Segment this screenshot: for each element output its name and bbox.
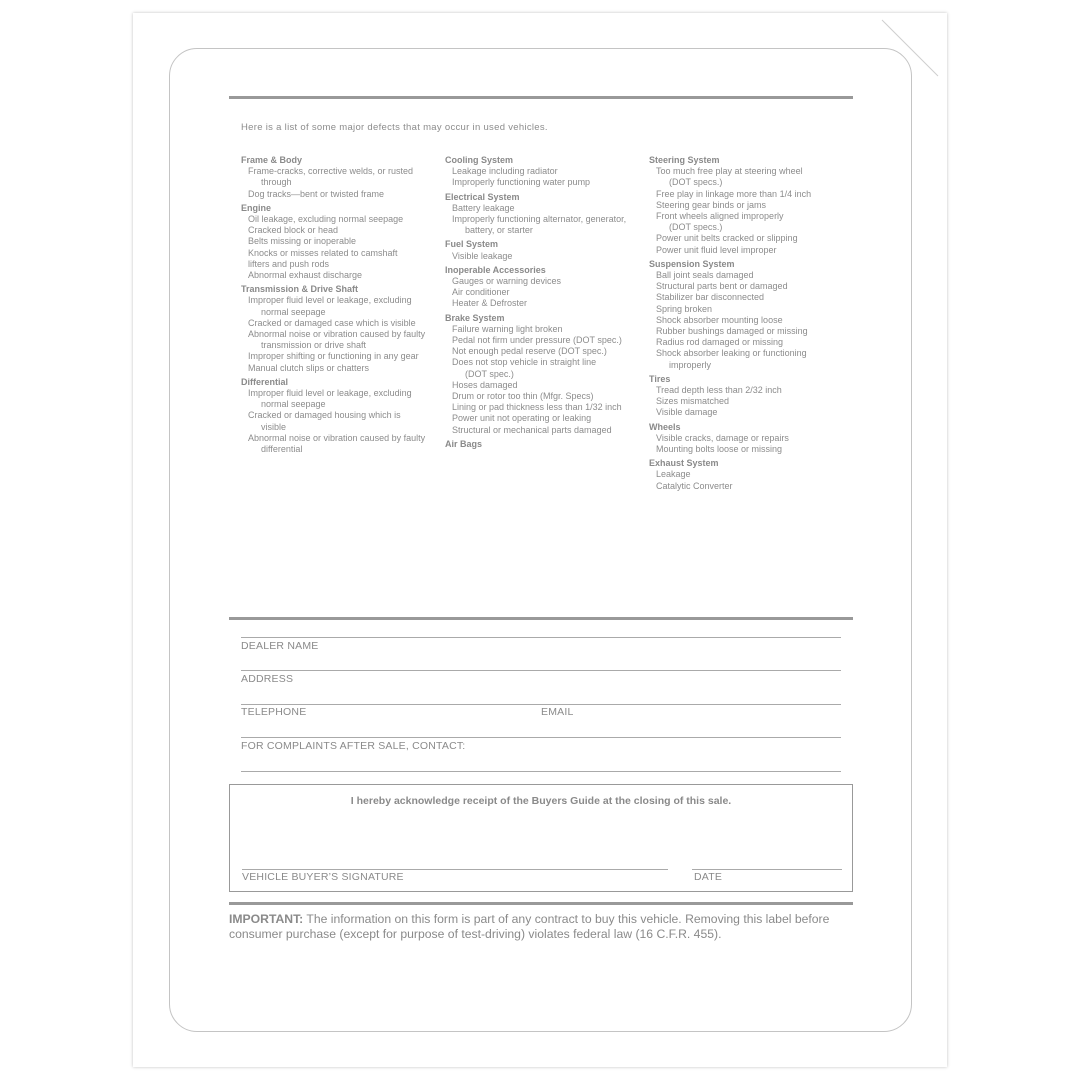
defect-section xyxy=(241,284,441,374)
defects-column-3 xyxy=(649,155,849,492)
defect-item: Front wheels aligned improperly xyxy=(656,211,784,222)
defect-section xyxy=(241,155,441,200)
defect-item: Free play in linkage more than 1/4 inch xyxy=(656,188,812,199)
middle-rule xyxy=(229,617,853,620)
defect-item-continuation: (DOT specs.) xyxy=(669,177,723,188)
defect-item: Visible leakage xyxy=(452,250,513,261)
defect-section xyxy=(241,203,441,281)
important-text: The information on this form is part of any contract to buy this vehicle. Removing this label before consumer purchase (except for purpose of test-driving) violates federal law (16 C.F.R. 455). xyxy=(229,912,830,941)
email-label: EMAIL xyxy=(541,706,574,718)
defect-item: Abnormal noise or vibration caused by faulty xyxy=(248,329,426,340)
defect-item: Too much free play at steering wheel xyxy=(656,166,803,177)
complaints-label: FOR COMPLAINTS AFTER SALE, CONTACT: xyxy=(241,740,466,752)
defect-item: Shock absorber mounting loose xyxy=(656,314,783,325)
date-label: DATE xyxy=(694,871,723,883)
defect-item: Power unit belts cracked or slipping xyxy=(656,233,798,244)
defect-item: Lining or pad thickness less than 1/32 inch xyxy=(452,402,622,413)
defect-item: Leakage xyxy=(656,469,691,480)
defect-item: Cracked or damaged case which is visible xyxy=(248,317,416,328)
signature-line xyxy=(242,869,668,870)
defect-item: Improperly functioning alternator, generator, xyxy=(452,214,627,225)
defect-item-continuation: normal seepage xyxy=(261,306,326,317)
defect-item: Visible damage xyxy=(656,407,718,418)
defect-item: Improper fluid level or leakage, excluding xyxy=(248,388,412,399)
defect-item: Cracked block or head xyxy=(248,225,339,236)
defect-section xyxy=(445,313,645,436)
defect-item: Power unit fluid level improper xyxy=(656,244,777,255)
defect-section xyxy=(649,422,849,456)
defect-item: Ball joint seals damaged xyxy=(656,270,754,281)
defect-item: Pedal not firm under pressure (DOT spec.) xyxy=(452,335,622,346)
defect-section xyxy=(445,439,645,450)
defect-item: Structural or mechanical parts damaged xyxy=(452,424,612,435)
defect-section-title: Air Bags xyxy=(445,438,483,449)
defects-column-1 xyxy=(241,155,441,455)
defect-section-title: Electrical System xyxy=(445,191,520,202)
defect-item-continuation: through xyxy=(261,177,292,188)
defect-item: Radius rod damaged or missing xyxy=(656,337,784,348)
defect-section-title: Frame & Body xyxy=(241,155,303,165)
defect-section-title: Differential xyxy=(241,376,289,387)
defect-item: Belts missing or inoperable xyxy=(248,236,357,247)
defect-item-continuation: differential xyxy=(261,444,303,455)
telephone-line xyxy=(241,704,841,705)
defect-item: Mounting bolts loose or missing xyxy=(656,444,783,455)
defect-item: Drum or rotor too thin (Mfgr. Specs) xyxy=(452,391,594,402)
defect-item-continuation: normal seepage xyxy=(261,399,326,410)
important-label: IMPORTANT: xyxy=(229,912,304,926)
defects-column-2 xyxy=(445,155,645,450)
defect-item: Catalytic Converter xyxy=(656,480,733,491)
defect-section xyxy=(445,155,645,189)
date-line xyxy=(692,869,842,870)
defect-section xyxy=(649,259,849,371)
defect-item-continuation: battery, or starter xyxy=(465,225,533,236)
defect-section-title: Fuel System xyxy=(445,239,499,250)
defect-item: Heater & Defroster xyxy=(452,298,528,309)
defect-item: Improperly functioning water pump xyxy=(452,177,591,188)
defect-section-title: Brake System xyxy=(445,312,505,323)
dealer-name-line xyxy=(241,637,841,638)
defect-section xyxy=(649,458,849,492)
defect-item: Sizes mismatched xyxy=(656,396,730,407)
defect-item: Structural parts bent or damaged xyxy=(656,281,788,292)
acknowledgement-box xyxy=(229,784,853,892)
top-rule xyxy=(229,96,853,99)
dealer-name-label: DEALER NAME xyxy=(241,640,319,652)
defect-item-continuation: (DOT specs.) xyxy=(669,222,723,233)
defect-item-continuation: transmission or drive shaft xyxy=(261,340,367,351)
defect-item: Power unit not operating or leaking xyxy=(452,413,592,424)
defect-item-continuation: (DOT spec.) xyxy=(465,368,514,379)
defect-section-title: Exhaust System xyxy=(649,458,719,469)
defect-item-continuation: improperly xyxy=(669,359,712,370)
defect-item: Stabilizer bar disconnected xyxy=(656,292,765,303)
defect-item: Tread depth less than 2/32 inch xyxy=(656,385,782,396)
complaints-contact-line xyxy=(241,771,841,772)
defects-intro: Here is a list of some major defects that may occur in used vehicles. xyxy=(241,122,548,133)
defect-section-title: Engine xyxy=(241,202,272,213)
address-line xyxy=(241,670,841,671)
defect-item: Shock absorber leaking or functioning xyxy=(656,348,807,359)
defect-item: Improper fluid level or leakage, excluding xyxy=(248,295,412,306)
signature-label: VEHICLE BUYER’S SIGNATURE xyxy=(242,871,404,883)
defect-item: Improper shifting or functioning in any gear xyxy=(248,351,419,362)
defect-item: Leakage including radiator xyxy=(452,166,558,177)
defect-item: Spring broken xyxy=(656,303,713,314)
defect-section-title: Tires xyxy=(649,373,671,384)
defect-item: Not enough pedal reserve (DOT spec.) xyxy=(452,346,607,357)
defect-section xyxy=(241,377,441,455)
defect-item: Dog tracks—bent or twisted frame xyxy=(248,188,385,199)
defect-item: Failure warning light broken xyxy=(452,323,563,334)
important-notice xyxy=(229,912,853,942)
address-label: ADDRESS xyxy=(241,673,294,685)
defect-section-title: Inoperable Accessories xyxy=(445,264,546,275)
defect-section xyxy=(649,155,849,256)
defect-item: Oil leakage, excluding normal seepage xyxy=(248,214,404,225)
defect-item: Gauges or warning devices xyxy=(452,276,562,287)
defect-item: Battery leakage xyxy=(452,202,515,213)
defect-item: Hoses damaged xyxy=(452,379,518,390)
defect-item-continuation: visible xyxy=(261,421,287,432)
acknowledgement-text: I hereby acknowledge receipt of the Buyers Guide at the closing of this sale. xyxy=(350,795,732,807)
telephone-label: TELEPHONE xyxy=(241,706,307,718)
defect-item: Does not stop vehicle in straight line xyxy=(452,357,597,368)
bottom-rule xyxy=(229,902,853,905)
defect-item: lifters and push rods xyxy=(248,258,330,269)
defect-item: Visible cracks, damage or repairs xyxy=(656,432,789,443)
complaints-line xyxy=(241,737,841,738)
defect-item: Knocks or misses related to camshaft xyxy=(248,247,398,258)
defect-section xyxy=(649,374,849,419)
defect-item: Manual clutch slips or chatters xyxy=(248,362,370,373)
defect-item: Steering gear binds or jams xyxy=(656,199,767,210)
defect-section xyxy=(445,192,645,237)
defect-section xyxy=(445,239,645,261)
defect-item: Frame-cracks, corrective welds, or rusted xyxy=(248,166,414,177)
defect-section xyxy=(445,265,645,310)
defect-section-title: Suspension System xyxy=(649,258,735,269)
defect-section-title: Cooling System xyxy=(445,155,514,165)
defect-item: Rubber bushings damaged or missing xyxy=(656,326,808,337)
defect-item: Abnormal noise or vibration caused by faulty xyxy=(248,432,426,443)
defect-section-title: Transmission & Drive Shaft xyxy=(241,284,359,295)
defect-section-title: Wheels xyxy=(649,421,681,432)
defect-section-title: Steering System xyxy=(649,155,720,165)
defect-item: Cracked or damaged housing which is xyxy=(248,410,401,421)
defect-item: Abnormal exhaust discharge xyxy=(248,270,363,281)
defect-item: Air conditioner xyxy=(452,287,510,298)
